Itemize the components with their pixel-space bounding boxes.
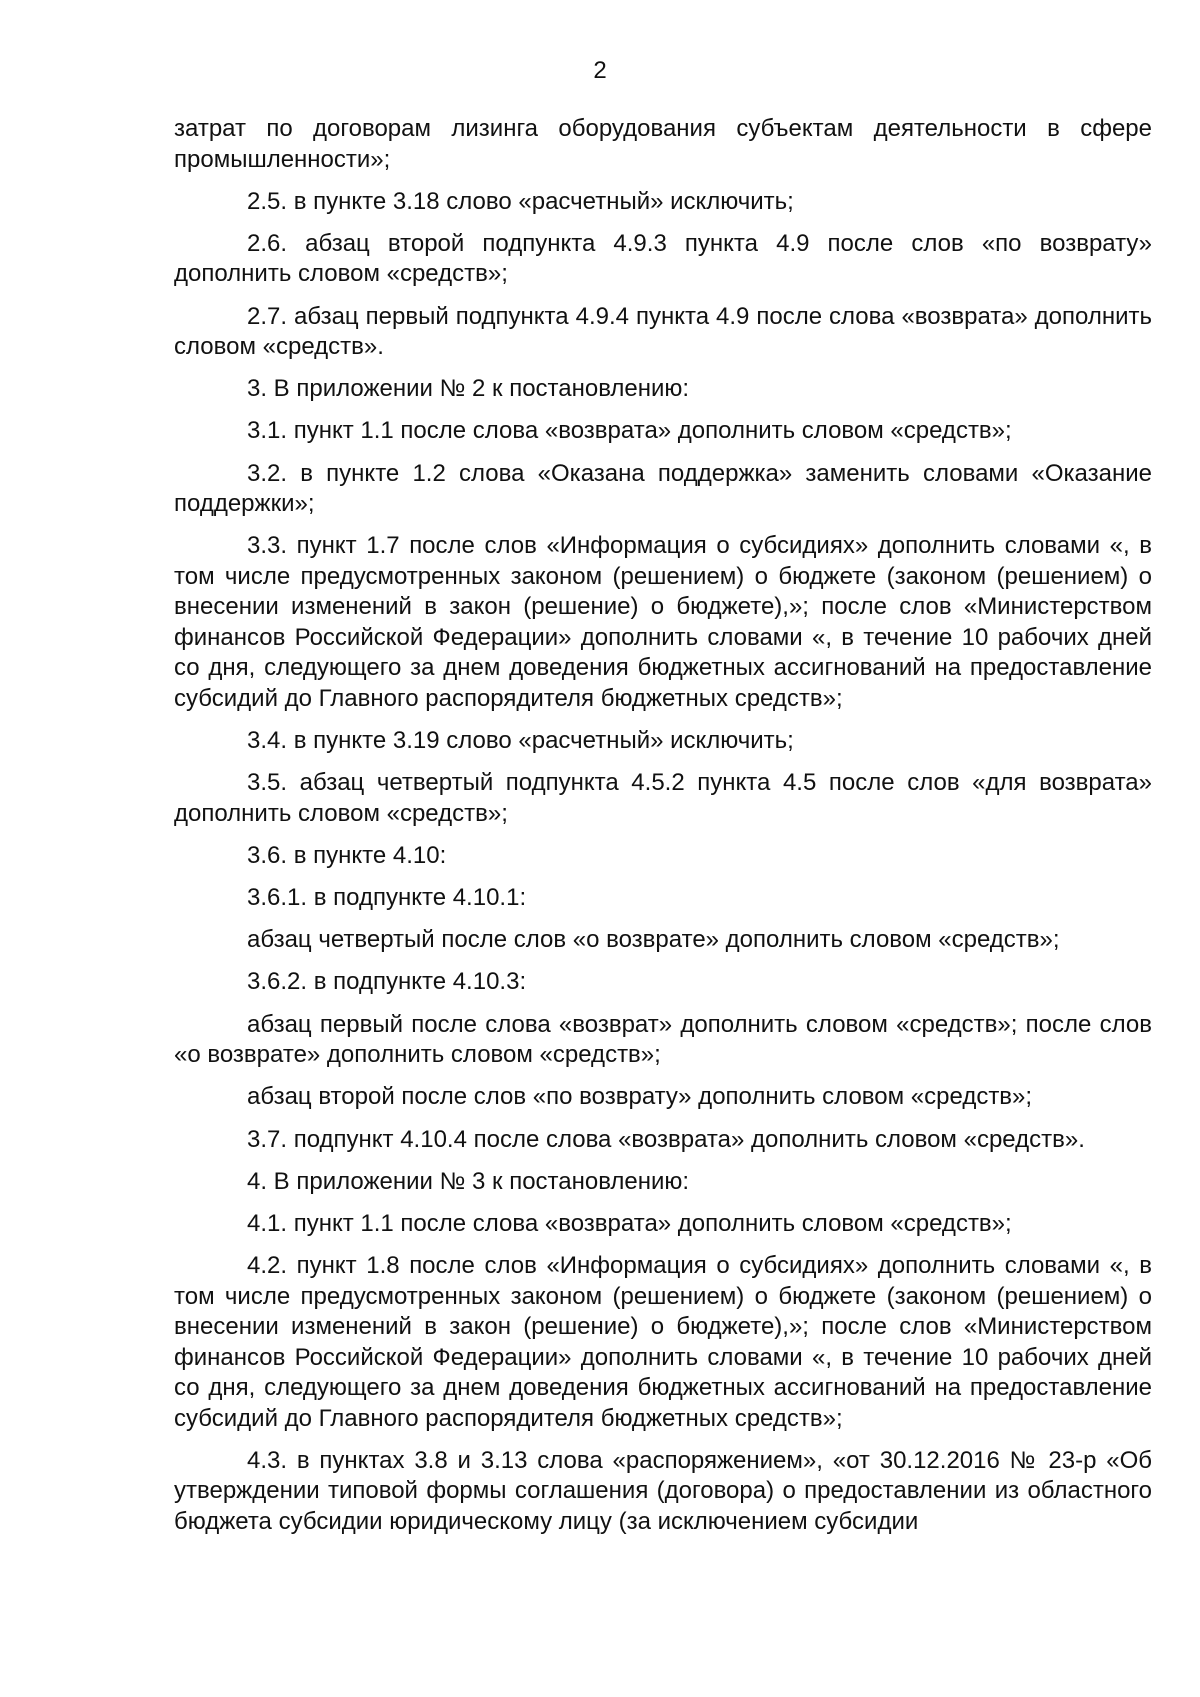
paragraph: 3. В приложении № 2 к постановлению: bbox=[247, 375, 690, 403]
paragraph: 3.1. пункт 1.1 после слова «возврата» дополнить словом «средств»; bbox=[247, 417, 1012, 445]
paragraph: 3.6.2. в подпункте 4.10.3: bbox=[247, 968, 527, 996]
paragraph: 3.6. в пункте 4.10: bbox=[247, 841, 447, 869]
paragraph: 2.5. в пункте 3.18 слово «расчетный» исключить; bbox=[247, 187, 794, 215]
paragraph: абзац первый после слова «возврат» дополнить словом «средств»; после слов «о возврате» дополнить словом «средств»; bbox=[174, 1010, 1152, 1069]
paragraph: 4.1. пункт 1.1 после слова «возврата» дополнить словом «средств»; bbox=[247, 1209, 1012, 1237]
paragraph: затрат по договорам лизинга оборудования субъектам деятельности в сфере промышленности»; bbox=[174, 115, 1152, 173]
document-body bbox=[174, 114, 1152, 1549]
paragraph: 4. В приложении № 3 к постановлению: bbox=[247, 1167, 690, 1195]
paragraph: 2.6. абзац второй подпункта 4.9.3 пункта 4.9 после слов «по возврату» дополнить словом «средств»; bbox=[174, 229, 1152, 288]
paragraph: 3.6.1. в подпункте 4.10.1: bbox=[247, 884, 527, 912]
paragraph: 3.2. в пункте 1.2 слова «Оказана поддержка» заменить словами «Оказание поддержки»; bbox=[174, 459, 1152, 518]
paragraph: 3.5. абзац четвертый подпункта 4.5.2 пункта 4.5 после слов «для возврата» дополнить словом «средств»; bbox=[174, 769, 1152, 827]
paragraph: 3.4. в пункте 3.19 слово «расчетный» исключить; bbox=[247, 727, 794, 754]
paragraph: 3.3. пункт 1.7 после слов «Информация о субсидиях» дополнить словами «, в том числе предусмотренных законом (решением) о бюджете (законом (решением) о внесении изменений в закон (решение) о бюджете),»; после слов «Министерством финансов Российской Федерации» дополнить словами «, в течение 10 рабочих дней со дня, следующего за днем доведения бюджетных ассигнований на предоставление субсидий до Главного распорядителя бюджетных средств»; bbox=[174, 532, 1152, 712]
paragraph: 3.7. подпункт 4.10.4 после слова «возврата» дополнить словом «средств». bbox=[247, 1125, 1085, 1153]
page-number: 2 bbox=[593, 57, 607, 84]
paragraph: 4.2. пункт 1.8 после слов «Информация о субсидиях» дополнить словами «, в том числе предусмотренных законом (решением) о бюджете (законом (решением) о внесении изменений в закон (решение) о бюджете),»; после слов «Министерством финансов Российской Федерации» дополнить словами «, в течение 10 рабочих дней со дня, следующего за днем доведения бюджетных ассигнований на предоставление субсидий до Главного распорядителя бюджетных средств»; bbox=[174, 1252, 1152, 1432]
paragraph: 4.3. в пунктах 3.8 и 3.13 слова «распоряжением», «от 30.12.2016 № 23-р «Об утверждении типовой формы соглашения (договора) о предоставлении из областного бюджета субсидии юридическому лицу (за исключением субсидии bbox=[174, 1446, 1152, 1535]
paragraph: 2.7. абзац первый подпункта 4.9.4 пункта 4.9 после слова «возврата» дополнить словом «средств». bbox=[174, 302, 1152, 361]
paragraph: абзац второй после слов «по возврату» дополнить словом «средств»; bbox=[247, 1083, 1033, 1111]
paragraph: абзац четвертый после слов «о возврате» дополнить словом «средств»; bbox=[247, 926, 1060, 954]
